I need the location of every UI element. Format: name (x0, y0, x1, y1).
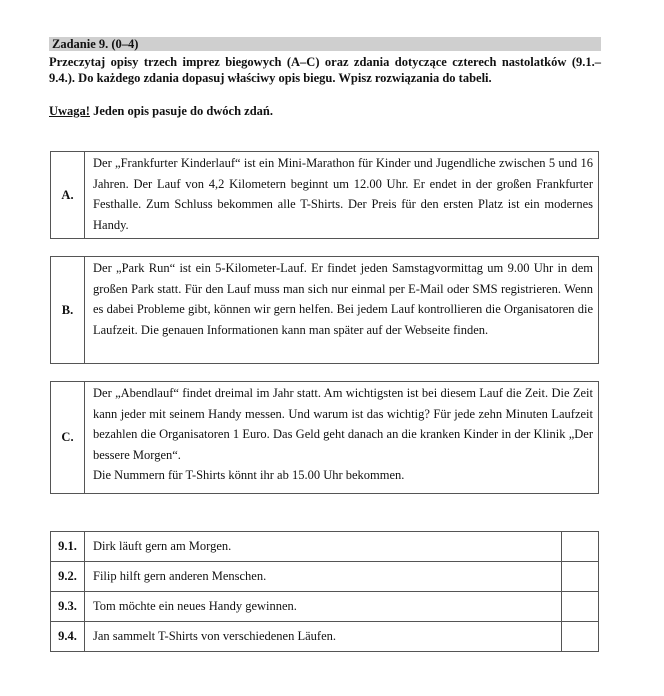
answer-sentence: Dirk läuft gern am Morgen. (85, 532, 562, 562)
table-row (51, 532, 599, 562)
description-text: Der „Frankfurter Kinderlauf“ ist ein Mini-Marathon für Kinder und Jugendliche zwischen 5 und 16 Jahren. Der Lauf von 4,2 Kilometern beginnt um 12.00 Uhr. Er endet in der großen Frankfurter Festhalle. Zum Schluss bekommen alle T-Shirts. Der Preis für den ersten Platz ist ein modernes Handy. (93, 156, 593, 232)
description-letter: A. (51, 152, 85, 238)
answer-table (50, 531, 599, 652)
answer-input-cell[interactable] (562, 592, 599, 622)
table-row (51, 562, 599, 592)
answer-number: 9.1. (51, 532, 85, 562)
task-instructions: Przeczytaj opisy trzech imprez biegowych (A–C) oraz zdania dotyczące czterech nastolatków (9.1.–9.4.). Do każdego zdania dopasuj właściwy opis biegu. Wpisz rozwiązania do tabeli. (49, 55, 601, 85)
description-extra-text: Die Nummern für T-Shirts könnt ihr ab 15.00 Uhr bekommen. (93, 468, 405, 482)
note-label: Uwaga! (49, 104, 90, 118)
description-main-text: Der „Abendlauf“ findet dreimal im Jahr statt. Am wichtigsten ist bei diesem Lauf die Zeit. Die Zeit kann jeder mit seinem Handy messen. Und warum ist das wichtig? Für jede zehn Minuten Laufzeit bezahlen die Organisatoren 1 Euro. Das Geld geht danach an die kranken Kinder in der Klinik „Der bessere Morgen“. (93, 386, 593, 462)
answer-input-cell[interactable] (562, 562, 599, 592)
answer-sentence: Filip hilft gern anderen Menschen. (85, 562, 562, 592)
description-letter: B. (51, 257, 85, 363)
answer-input-cell[interactable] (562, 532, 599, 562)
description-letter: C. (51, 382, 85, 493)
answer-number: 9.4. (51, 622, 85, 652)
note-text: Jeden opis pasuje do dwóch zdań. (89, 104, 273, 118)
description-b (50, 256, 599, 364)
table-row (51, 622, 599, 652)
answer-number: 9.2. (51, 562, 85, 592)
answer-sentence: Tom möchte ein neues Handy gewinnen. (85, 592, 562, 622)
description-text: Der „Park Run“ ist ein 5-Kilometer-Lauf. Er findet jeden Samstagvormittag um 9.00 Uhr in dem großen Park statt. Für den Lauf muss man sich nur einmal per E-Mail oder SMS registrieren. Wenn es dabei Probleme gibt, können wir gern helfen. Bei jedem Lauf kontrollieren die Organisatoren die Laufzeit. Die genauen Informationen kann man später auf der Webseite finden. (93, 261, 593, 337)
description-a (50, 151, 599, 239)
answer-sentence: Jan sammelt T-Shirts von verschiedenen Läufen. (85, 622, 562, 652)
description-text (85, 382, 598, 493)
description-c (50, 381, 599, 494)
answer-input-cell[interactable] (562, 622, 599, 652)
table-row (51, 592, 599, 622)
task-title: Zadanie 9. (0–4) (52, 37, 139, 51)
answer-number: 9.3. (51, 592, 85, 622)
task-note (49, 103, 273, 119)
